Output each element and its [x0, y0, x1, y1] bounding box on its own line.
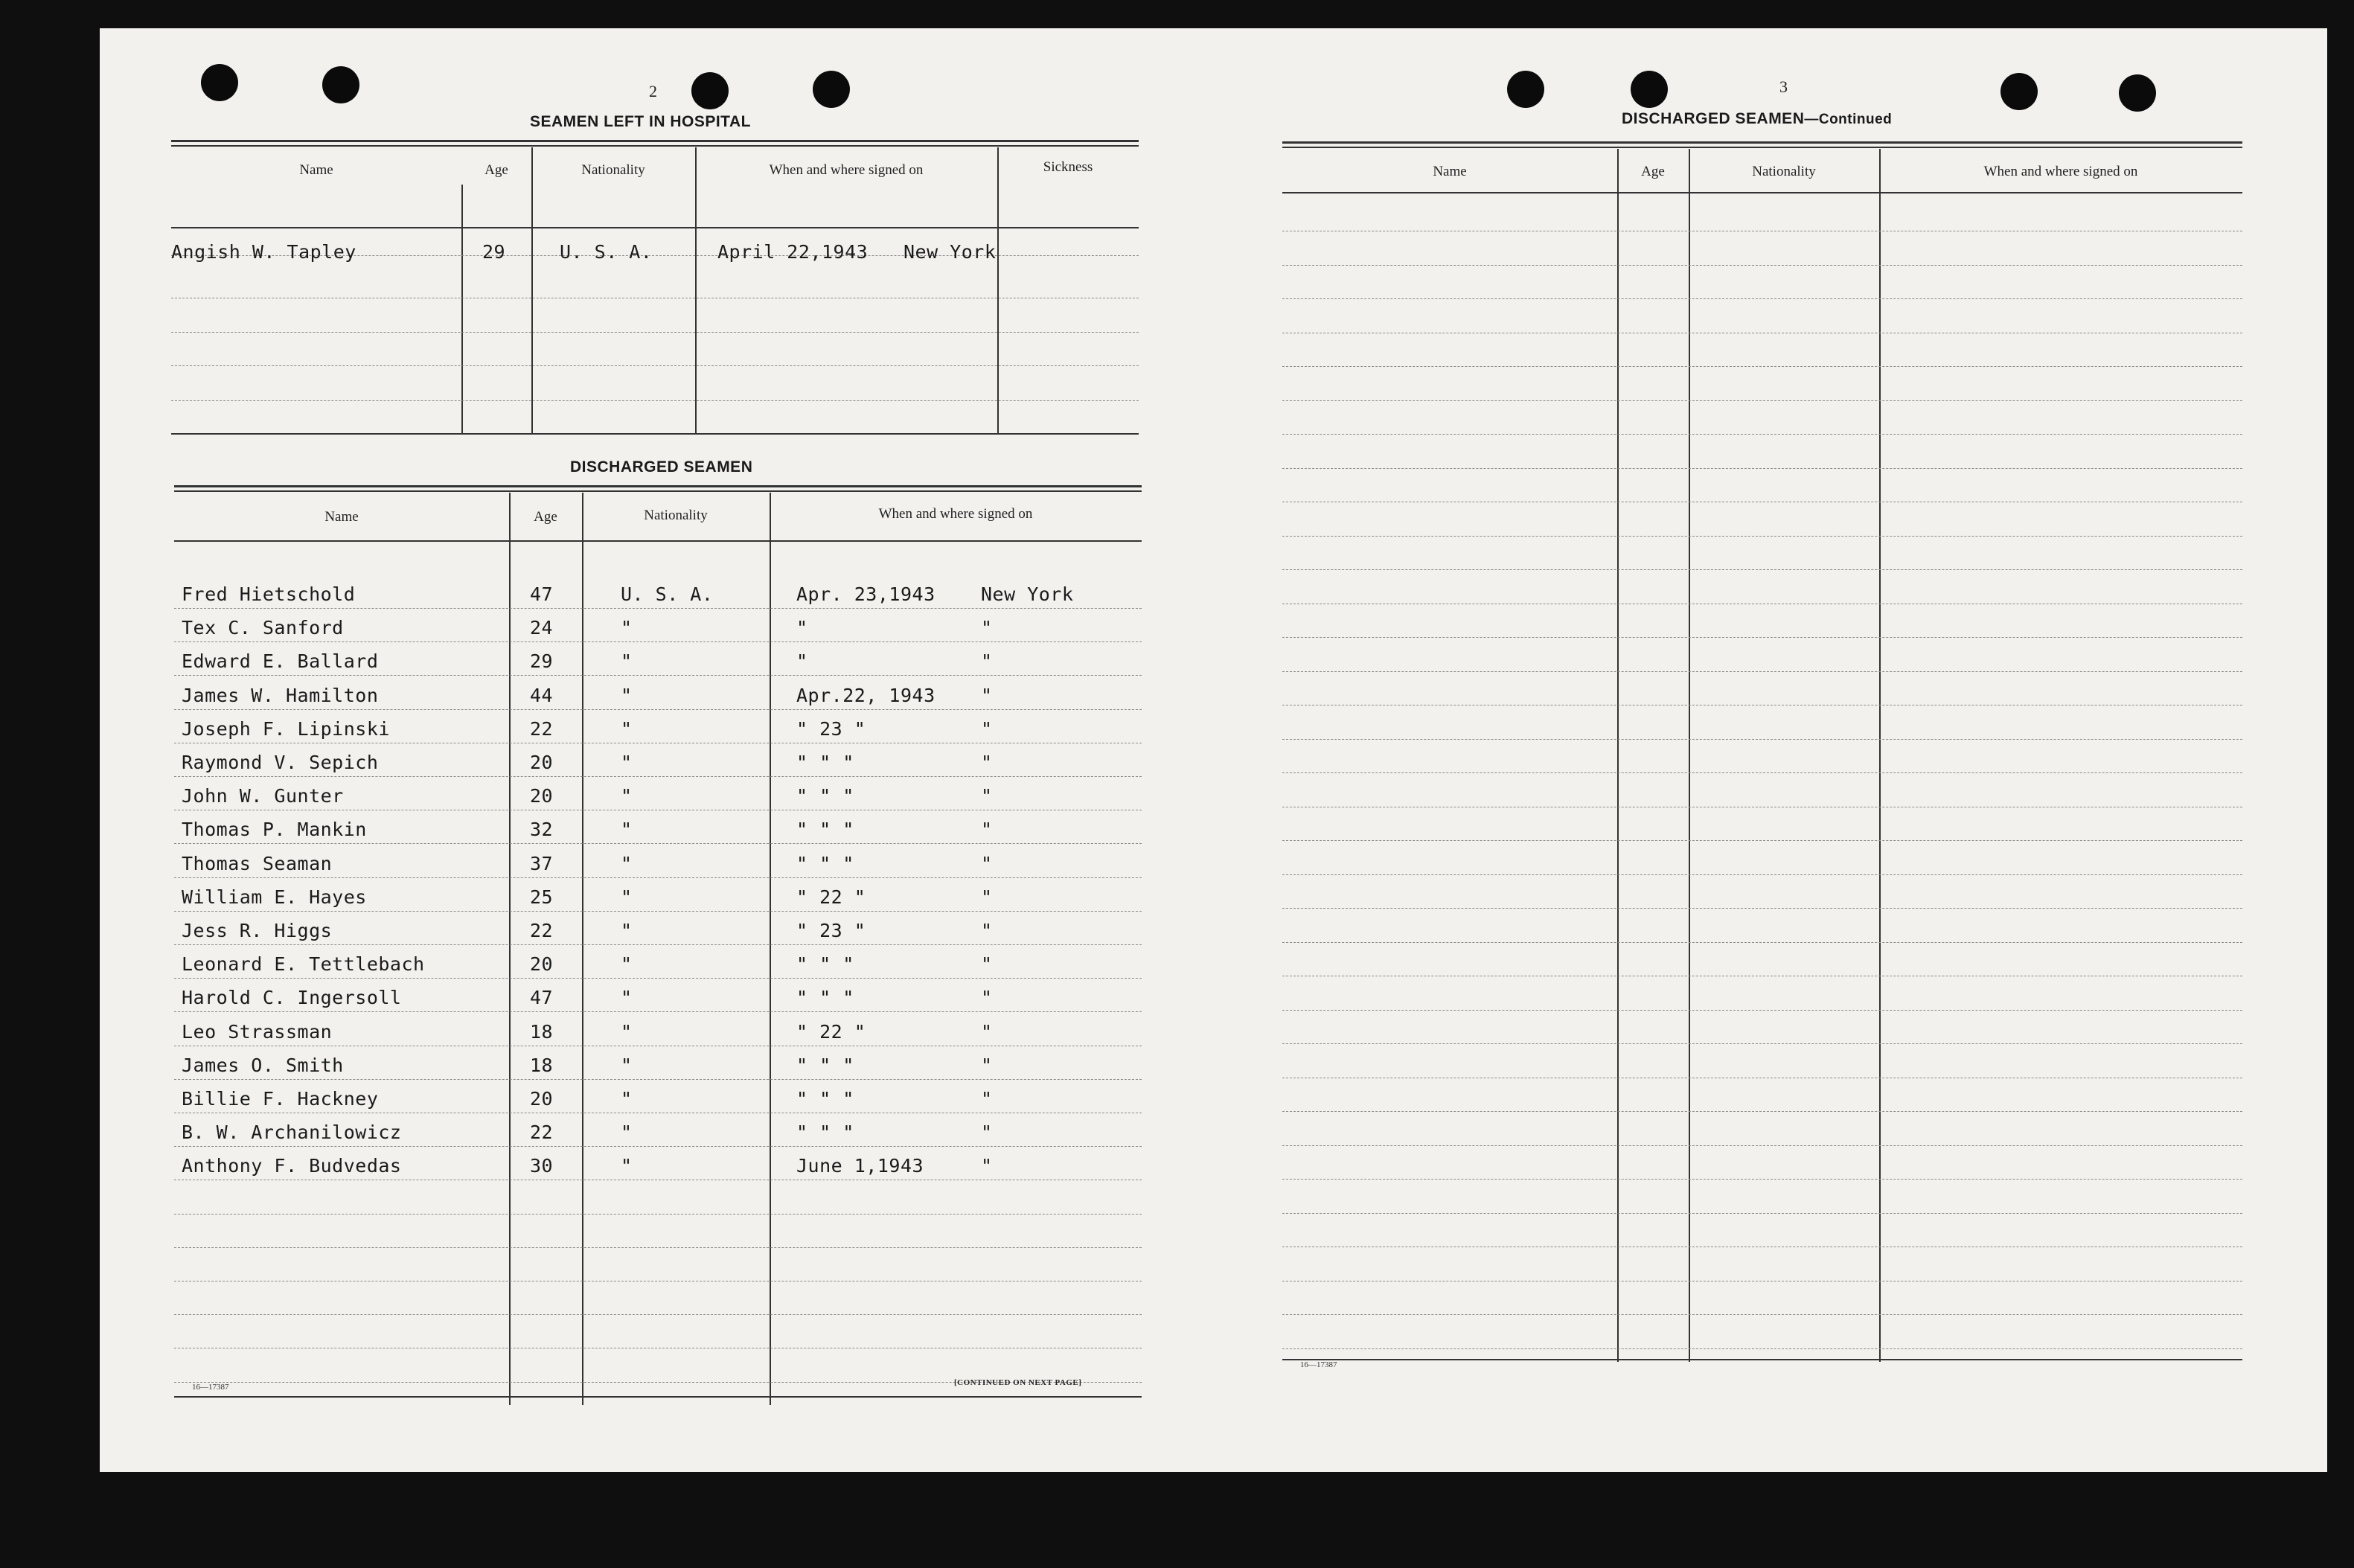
form-number: 16—17387 — [1300, 1360, 1337, 1369]
table-top-rule — [1282, 141, 2242, 144]
cell-place: " — [981, 717, 993, 740]
cell-date: " 23 " — [796, 920, 866, 941]
cell-age: 22 — [530, 920, 554, 941]
cell-date: " " " — [796, 1088, 854, 1110]
row-rule — [174, 608, 1142, 609]
row-rule — [174, 843, 1142, 844]
col-header-when-where: When and where signed on — [878, 506, 1033, 522]
cell-place: " — [981, 920, 993, 941]
cell-name: B. W. Archanilowicz — [182, 1121, 402, 1144]
row-rule — [174, 776, 1142, 777]
row-rule — [1282, 1111, 2242, 1112]
cell-date: " — [796, 650, 808, 673]
col-header-when-where: When and where signed on — [1983, 164, 2138, 179]
discharged-section-title: DISCHARGED SEAMEN — [570, 458, 753, 476]
cell-name: Jess R. Higgs — [182, 920, 333, 941]
cell-date: " — [796, 617, 808, 639]
cell-date: " 22 " — [796, 886, 866, 908]
row-rule — [1282, 772, 2242, 773]
hospital-nationality: U. S. A. — [560, 241, 653, 263]
column-divider — [1879, 149, 1881, 1362]
title-main: DISCHARGED SEAMEN — [1622, 110, 1805, 127]
row-rule — [1282, 536, 2242, 537]
row-rule — [174, 944, 1142, 945]
col-header-name: Name — [299, 162, 333, 178]
cell-place: " — [981, 617, 993, 639]
row-rule — [1282, 1043, 2242, 1044]
row-rule — [1282, 1213, 2242, 1214]
cell-name: Joseph F. Lipinski — [182, 717, 390, 740]
cell-nationality: " — [621, 1121, 633, 1144]
row-rule — [174, 1011, 1142, 1012]
cell-age: 18 — [530, 1054, 554, 1076]
cell-age: 24 — [530, 617, 554, 639]
cell-name: Anthony F. Budvedas — [182, 1155, 402, 1177]
hospital-section-title: SEAMEN LEFT IN HOSPITAL — [530, 113, 751, 130]
cell-place: " — [981, 650, 993, 673]
binder-hole — [1507, 71, 1544, 108]
cell-date: " 22 " — [796, 1020, 866, 1043]
col-header-age: Age — [534, 509, 557, 525]
column-divider — [770, 493, 771, 1405]
column-divider — [1617, 149, 1619, 1362]
cell-nationality: " — [621, 785, 633, 807]
binder-hole — [322, 66, 359, 103]
cell-date: " " " — [796, 819, 854, 841]
row-rule — [1282, 265, 2242, 266]
table-top-rule — [171, 145, 1139, 147]
row-rule — [174, 1247, 1142, 1248]
col-header-name: Name — [1433, 164, 1467, 179]
cell-age: 47 — [530, 583, 554, 605]
row-rule — [174, 1214, 1142, 1215]
row-rule — [1282, 1145, 2242, 1146]
cell-place: " — [981, 886, 993, 908]
cell-place: " — [981, 1054, 993, 1076]
cell-age: 47 — [530, 987, 554, 1009]
header-rule — [1282, 192, 2242, 193]
cell-date: " 23 " — [796, 717, 866, 740]
cell-date: June 1,1943 — [796, 1155, 924, 1177]
row-rule — [1282, 637, 2242, 638]
cell-place: " — [981, 1088, 993, 1110]
cell-age: 37 — [530, 852, 554, 874]
row-rule — [174, 877, 1142, 878]
cell-nationality: " — [621, 1088, 633, 1110]
row-rule — [1282, 1348, 2242, 1349]
cell-name: James W. Hamilton — [182, 684, 379, 706]
cell-nationality: " — [621, 819, 633, 841]
col-header-age: Age — [484, 162, 508, 178]
table-bottom-rule — [174, 1396, 1142, 1398]
cell-place: " — [981, 1121, 993, 1144]
hospital-place: New York — [903, 241, 997, 263]
cell-name: Leonard E. Tettlebach — [182, 953, 425, 976]
cell-nationality: " — [621, 920, 633, 941]
row-rule — [1282, 366, 2242, 367]
cell-nationality: " — [621, 752, 633, 773]
cell-age: 18 — [530, 1020, 554, 1043]
cell-nationality: " — [621, 1155, 633, 1177]
table-bottom-rule — [1282, 1359, 2242, 1360]
cell-name: Thomas P. Mankin — [182, 819, 367, 841]
page-number: 3 — [1779, 77, 1788, 96]
cell-nationality: " — [621, 650, 633, 673]
cell-name: Harold C. Ingersoll — [182, 987, 402, 1009]
col-header-nationality: Nationality — [581, 162, 645, 178]
cell-name: Leo Strassman — [182, 1020, 333, 1043]
row-rule — [1282, 400, 2242, 401]
row-rule — [171, 400, 1139, 401]
row-rule — [1282, 908, 2242, 909]
column-divider — [582, 493, 583, 1405]
discharged-continued-table — [1282, 141, 2242, 1392]
cell-place: " — [981, 953, 993, 976]
page-number: 2 — [649, 82, 657, 100]
cell-place: " — [981, 819, 993, 841]
cell-place: " — [981, 1155, 993, 1177]
row-rule — [174, 641, 1142, 642]
cell-place: " — [981, 785, 993, 807]
cell-name: John W. Gunter — [182, 785, 344, 807]
cell-age: 29 — [530, 650, 554, 673]
col-header-name: Name — [324, 509, 359, 525]
continued-note: [CONTINUED ON NEXT PAGE] — [954, 1378, 1082, 1387]
row-rule — [174, 1079, 1142, 1080]
cell-age: 32 — [530, 819, 554, 841]
right-page — [1194, 28, 2327, 1472]
binder-hole — [813, 71, 850, 108]
row-rule — [174, 709, 1142, 710]
row-rule — [174, 978, 1142, 979]
discharged-continued-title — [1622, 110, 1892, 128]
cell-age: 20 — [530, 752, 554, 773]
row-rule — [1282, 298, 2242, 299]
col-header-when-where: When and where signed on — [769, 162, 924, 178]
cell-name: William E. Hayes — [182, 886, 367, 908]
cell-date: " " " — [796, 1054, 854, 1076]
table-top-rule — [174, 490, 1142, 492]
cell-place: " — [981, 684, 993, 706]
cell-age: 22 — [530, 1121, 554, 1144]
cell-nationality: " — [621, 617, 633, 639]
row-rule — [174, 675, 1142, 676]
title-suffix: —Continued — [1804, 112, 1893, 127]
row-rule — [1282, 840, 2242, 841]
cell-nationality: " — [621, 953, 633, 976]
cell-age: 22 — [530, 717, 554, 740]
table-top-rule — [171, 140, 1139, 142]
row-rule — [174, 911, 1142, 912]
column-divider — [695, 147, 697, 435]
cell-date: Apr. 23,1943 — [796, 583, 935, 605]
row-rule — [174, 1146, 1142, 1147]
col-header-age: Age — [1641, 164, 1665, 179]
cell-nationality: U. S. A. — [621, 583, 714, 605]
cell-name: Fred Hietschold — [182, 583, 356, 605]
binder-hole — [1631, 71, 1668, 108]
row-rule — [1282, 739, 2242, 740]
cell-place: New York — [981, 583, 1074, 605]
cell-nationality: " — [621, 886, 633, 908]
table-bottom-rule — [171, 433, 1139, 435]
binder-hole — [2000, 73, 2038, 110]
column-divider — [1689, 149, 1690, 1362]
cell-nationality: " — [621, 852, 633, 874]
cell-date: " " " — [796, 752, 854, 773]
col-header-nationality: Nationality — [644, 508, 708, 523]
cell-date: " " " — [796, 1121, 854, 1144]
row-rule — [1282, 1314, 2242, 1315]
row-rule — [1282, 942, 2242, 943]
binder-hole — [691, 72, 729, 109]
cell-name: Edward E. Ballard — [182, 650, 379, 673]
cell-place: " — [981, 1020, 993, 1043]
cell-age: 30 — [530, 1155, 554, 1177]
cell-name: James O. Smith — [182, 1054, 344, 1076]
row-rule — [1282, 874, 2242, 875]
table-top-rule — [174, 485, 1142, 487]
form-number: 16—17387 — [192, 1383, 229, 1392]
cell-nationality: " — [621, 987, 633, 1009]
hospital-table — [171, 140, 1139, 438]
hospital-name: Angish W. Tapley — [171, 241, 356, 263]
cell-date: " " " — [796, 953, 854, 976]
cell-place: " — [981, 852, 993, 874]
row-rule — [1282, 1179, 2242, 1180]
col-header-sickness: Sickness — [1043, 159, 1093, 175]
row-rule — [1282, 468, 2242, 469]
column-divider — [531, 147, 533, 435]
cell-name: Raymond V. Sepich — [182, 752, 379, 773]
col-header-nationality: Nationality — [1752, 164, 1816, 179]
left-page — [100, 28, 1216, 1472]
cell-nationality: " — [621, 717, 633, 740]
cell-place: " — [981, 752, 993, 773]
cell-nationality: " — [621, 1020, 633, 1043]
cell-name: Billie F. Hackney — [182, 1088, 379, 1110]
column-divider — [997, 147, 999, 435]
cell-age: 20 — [530, 1088, 554, 1110]
discharged-table — [174, 485, 1142, 1401]
column-divider — [461, 185, 463, 435]
hospital-age: 29 — [482, 241, 506, 263]
cell-date: " " " — [796, 987, 854, 1009]
row-rule — [1282, 569, 2242, 570]
hospital-date: April 22,1943 — [717, 241, 869, 263]
header-rule — [174, 540, 1142, 542]
header-rule — [171, 227, 1139, 228]
cell-date: Apr.22, 1943 — [796, 684, 935, 706]
cell-nationality: " — [621, 684, 633, 706]
cell-age: 20 — [530, 785, 554, 807]
cell-name: Thomas Seaman — [182, 852, 333, 874]
cell-date: " " " — [796, 852, 854, 874]
cell-age: 44 — [530, 684, 554, 706]
row-rule — [171, 332, 1139, 333]
row-rule — [171, 365, 1139, 366]
cell-name: Tex C. Sanford — [182, 617, 344, 639]
binder-hole — [201, 64, 238, 101]
row-rule — [1282, 671, 2242, 672]
cell-age: 20 — [530, 953, 554, 976]
row-rule — [1282, 434, 2242, 435]
column-divider — [509, 493, 511, 1405]
cell-date: " " " — [796, 785, 854, 807]
cell-nationality: " — [621, 1054, 633, 1076]
binder-hole — [2119, 74, 2156, 112]
row-rule — [174, 1314, 1142, 1315]
cell-place: " — [981, 987, 993, 1009]
cell-age: 25 — [530, 886, 554, 908]
table-top-rule — [1282, 147, 2242, 148]
row-rule — [1282, 1010, 2242, 1011]
